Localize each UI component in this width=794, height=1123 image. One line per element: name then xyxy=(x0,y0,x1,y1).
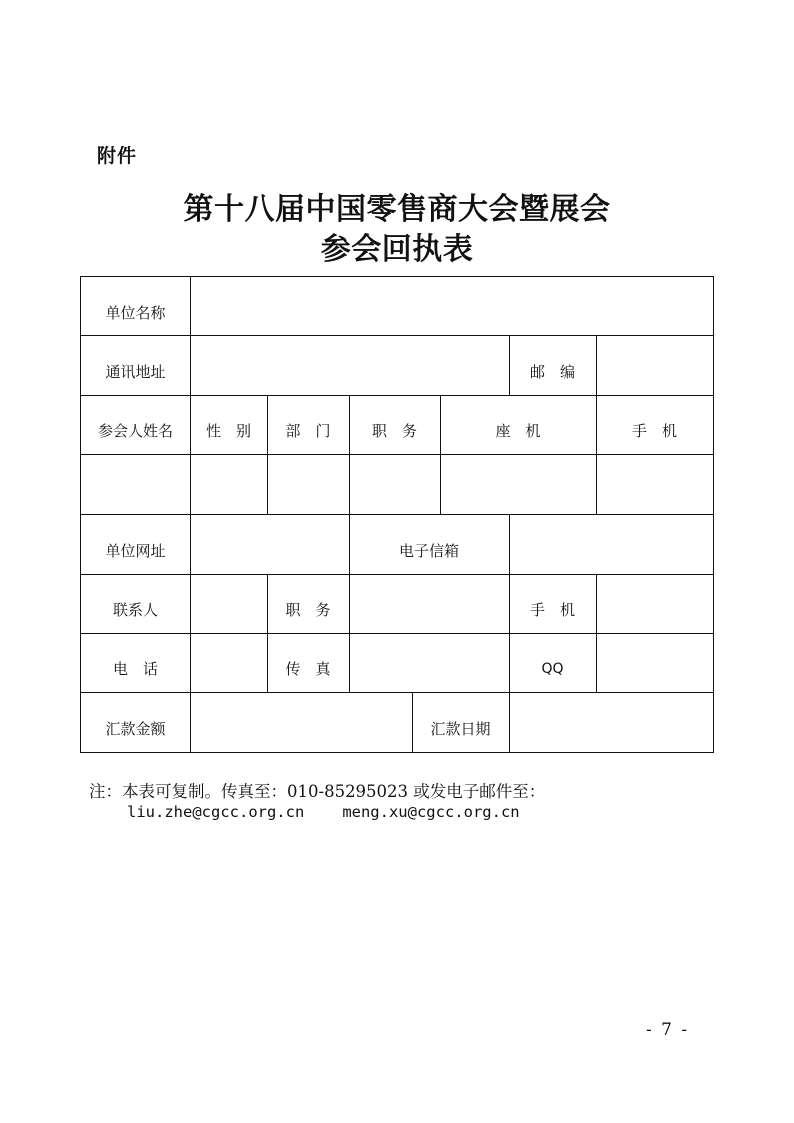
attendee-landline-field[interactable] xyxy=(441,454,596,514)
website-field[interactable] xyxy=(191,514,349,574)
gender-header: 性 别 xyxy=(205,422,251,440)
qq-label: QQ xyxy=(541,660,564,677)
contact-mobile-field[interactable] xyxy=(597,574,713,633)
document-title: 第十八届中国零售商大会暨展会 xyxy=(183,192,611,227)
email-label: 电子信箱 xyxy=(398,541,459,560)
address-label: 通讯地址 xyxy=(105,362,166,381)
contact-field[interactable] xyxy=(191,574,267,633)
attachment-label: 附件 xyxy=(97,145,138,167)
website-label: 单位网址 xyxy=(105,541,166,560)
address-field[interactable] xyxy=(191,335,509,395)
registration-form-table xyxy=(80,276,714,753)
attendee-department-field[interactable] xyxy=(268,454,349,514)
contact-position-label: 职 务 xyxy=(285,600,331,619)
note-text: 注：本表可复制。传真至：010-85295023 或发电子邮件至： xyxy=(89,782,546,801)
attendee-name-field[interactable] xyxy=(81,454,190,514)
unit-name-label: 单位名称 xyxy=(105,303,166,322)
remit-date-label: 汇款日期 xyxy=(430,719,491,738)
email-link-meng[interactable]: meng.xu@cgcc.org.cn xyxy=(342,803,520,821)
mobile-header: 手 机 xyxy=(631,422,677,440)
attendee-gender-field[interactable] xyxy=(191,454,267,514)
contact-mobile-label: 手 机 xyxy=(529,600,575,619)
remit-date-field[interactable] xyxy=(510,692,713,752)
landline-header: 座 机 xyxy=(495,422,541,440)
note-emails xyxy=(127,803,520,821)
qq-field[interactable] xyxy=(597,633,713,692)
phone-label: 电 话 xyxy=(112,660,158,678)
phone-field[interactable] xyxy=(191,633,267,692)
attendee-name-header: 参会人姓名 xyxy=(97,422,173,440)
attendee-position-field[interactable] xyxy=(350,454,440,514)
attendee-mobile-field[interactable] xyxy=(597,454,713,514)
department-header: 部 门 xyxy=(285,422,331,440)
unit-name-field[interactable] xyxy=(191,277,713,335)
email-field[interactable] xyxy=(510,514,713,574)
remit-amount-label: 汇款金额 xyxy=(105,719,166,738)
email-link-liu[interactable]: liu.zhe@cgcc.org.cn xyxy=(127,803,305,821)
postcode-field[interactable] xyxy=(597,335,713,395)
position-header: 职 务 xyxy=(371,422,417,440)
fax-label: 传 真 xyxy=(285,660,331,678)
remit-amount-field[interactable] xyxy=(191,692,412,752)
contact-label: 联系人 xyxy=(112,600,158,619)
postcode-label: 邮 编 xyxy=(529,362,575,381)
page-number: - 7 - xyxy=(646,1020,690,1040)
document-subtitle: 参会回执表 xyxy=(320,232,474,267)
